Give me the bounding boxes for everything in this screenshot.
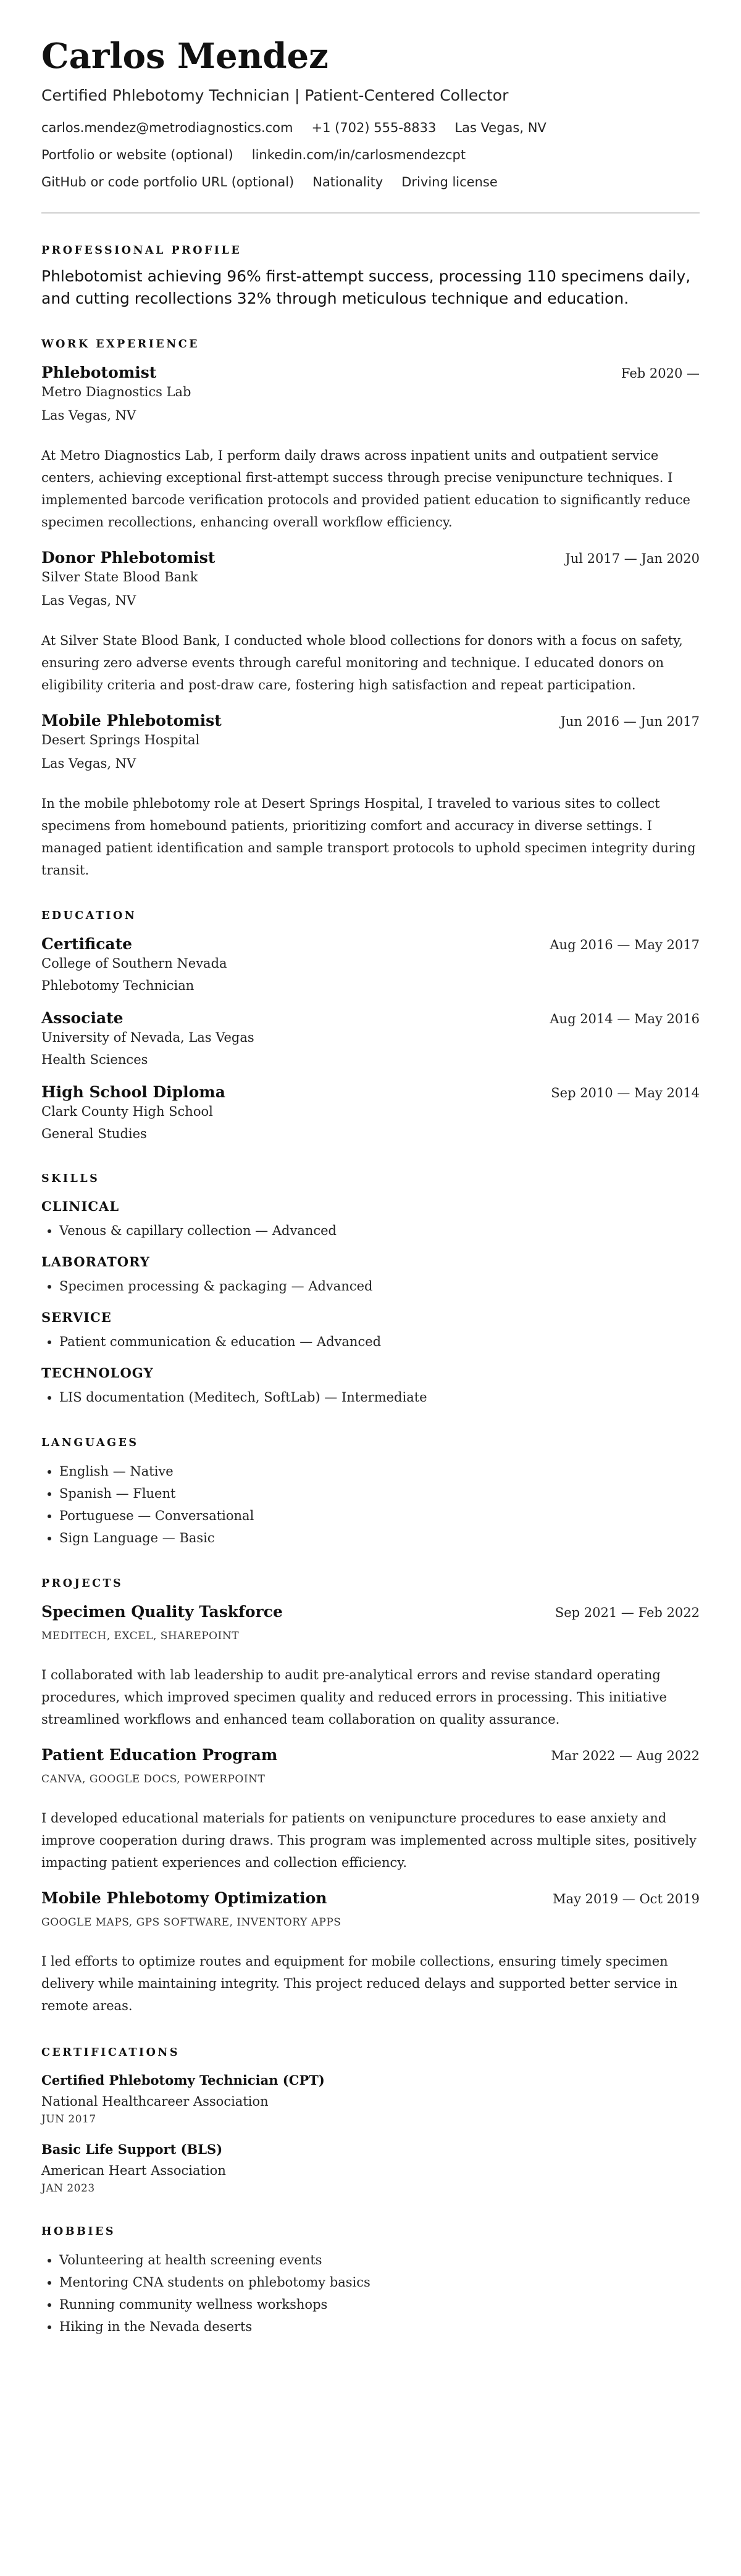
job-description: At Silver State Blood Bank, I conducted whole blood collections for donors with a focus on safety, ensuring zero adverse events through careful monitoring and technique. I educated donors on eligibility criteria and post-draw care, fostering high satisfaction and repeat participation.: [41, 633, 683, 692]
github-link[interactable]: GitHub or code portfolio URL (optional): [41, 175, 295, 189]
section-title-profile: PROFESSIONAL PROFILE: [41, 244, 242, 257]
skill-list: [41, 1275, 700, 1297]
project-name: Mobile Phlebotomy Optimization: [41, 1889, 327, 1907]
project-entry: [41, 1745, 700, 1874]
certification-issuer: National Healthcareer Association: [41, 2094, 269, 2109]
employer: Silver State Blood Bank: [41, 570, 198, 584]
profile-summary: Phlebotomist achieving 96% first-attempt success, processing 110 specimens daily, and cutting recollections 32% through meticulous technique and education.: [41, 267, 691, 307]
project-dates: Mar 2022 — Aug 2022: [551, 1748, 700, 1763]
skill-category: TECHNOLOGY: [41, 1365, 154, 1381]
job-dates: Jul 2017 — Jan 2020: [565, 551, 700, 566]
certification-date: JAN 2023: [41, 2182, 95, 2195]
education-entry: [41, 1008, 700, 1069]
field-of-study: Phlebotomy Technician: [41, 978, 195, 993]
header-divider: [41, 212, 700, 214]
job-location: Las Vegas, NV: [41, 593, 136, 608]
job-dates: Feb 2020 —: [621, 366, 700, 381]
skill-item: • Specimen processing & packaging — Advanced: [59, 1275, 700, 1297]
degree: High School Diploma: [41, 1083, 225, 1101]
field-of-study: General Studies: [41, 1126, 147, 1141]
job-location: Las Vegas, NV: [41, 756, 136, 771]
job-description: In the mobile phlebotomy role at Desert Springs Hospital, I traveled to various sites to collect specimens from homebound patients, prioritizing comfort and accuracy in diverse settings. I managed patient identification and sample transport protocols to uphold specimen integrity during transit.: [41, 796, 696, 878]
job-location: Las Vegas, NV: [41, 408, 136, 423]
contact-row: [41, 118, 700, 137]
project-name: Specimen Quality Taskforce: [41, 1603, 283, 1621]
language-item: • English — Native: [59, 1460, 700, 1482]
job-title: Phlebotomist: [41, 364, 157, 381]
employer: Metro Diagnostics Lab: [41, 384, 191, 399]
certification-name: Certified Phlebotomy Technician (CPT): [41, 2072, 325, 2088]
hobby-item: • Running community wellness workshops: [59, 2293, 700, 2316]
certification-entry: [41, 2071, 700, 2127]
school: College of Southern Nevada: [41, 956, 227, 971]
email-link[interactable]: carlos.mendez@metrodiagnostics.com: [41, 120, 293, 135]
project-tech: CANVA, GOOGLE DOCS, POWERPOINT: [41, 1773, 266, 1785]
phone-number[interactable]: +1 (702) 555-8833: [311, 120, 437, 135]
portfolio-link[interactable]: Portfolio or website (optional): [41, 147, 233, 162]
certification-date: JUN 2017: [41, 2113, 96, 2125]
school: University of Nevada, Las Vegas: [41, 1030, 254, 1045]
language-item: • Spanish — Fluent: [59, 1482, 700, 1505]
job-title: Donor Phlebotomist: [41, 549, 216, 567]
project-entry: [41, 1888, 700, 2017]
job-description: At Metro Diagnostics Lab, I perform daily draws across inpatient units and outpatient service centers, achieving exceptional first-attempt success through precise venipuncture techniques. I implemented barcode verification protocols and provided patient education to significantly reduce specimen recollections, enhancing overall workflow efficiency.: [41, 448, 690, 530]
skill-item: • Venous & capillary collection — Advanced: [59, 1219, 700, 1242]
skill-category: LABORATORY: [41, 1254, 150, 1269]
section-title-hobbies: HOBBIES: [41, 2225, 116, 2238]
employer: Desert Springs Hospital: [41, 733, 200, 747]
location: Las Vegas, NV: [454, 120, 546, 135]
language-item: • Portuguese — Conversational: [59, 1505, 700, 1527]
school: Clark County High School: [41, 1104, 213, 1119]
education-entry: [41, 1082, 700, 1143]
candidate-name: Carlos Mendez: [41, 36, 329, 77]
hobby-item: • Volunteering at health screening events: [59, 2249, 700, 2271]
project-tech: GOOGLE MAPS, GPS SOFTWARE, INVENTORY APPS: [41, 1916, 341, 1929]
project-description: I led efforts to optimize routes and equipment for mobile collections, ensuring timely specimen delivery while maintaining integrity. This project reduced delays and supported better service in remote areas.: [41, 1954, 678, 2013]
experience-entry: [41, 363, 700, 533]
project-dates: May 2019 — Oct 2019: [553, 1892, 700, 1906]
hobby-item: • Hiking in the Nevada deserts: [59, 2316, 700, 2338]
skill-category: CLINICAL: [41, 1199, 120, 1214]
job-title: Mobile Phlebotomist: [41, 712, 222, 729]
nationality: Nationality: [312, 175, 383, 189]
contact-row: [41, 173, 700, 191]
section-title-education: EDUCATION: [41, 910, 137, 922]
skill-item: • LIS documentation (Meditech, SoftLab) — Intermediate: [59, 1386, 700, 1408]
skill-list: [41, 1331, 700, 1353]
project-description: I collaborated with lab leadership to audit pre-analytical errors and revise standard operating procedures, which improved specimen quality and reduced errors in processing. This initiative streamlined workflows and enhanced team collaboration on quality assurance.: [41, 1668, 667, 1727]
project-entry: [41, 1602, 700, 1730]
certification-entry: [41, 2140, 700, 2196]
skill-category: SERVICE: [41, 1310, 112, 1325]
section-title-skills: SKILLS: [41, 1173, 100, 1185]
project-name: Patient Education Program: [41, 1746, 278, 1764]
section-title-experience: WORK EXPERIENCE: [41, 338, 199, 351]
language-item: • Sign Language — Basic: [59, 1527, 700, 1549]
headline: Certified Phlebotomy Technician | Patient-Centered Collector: [41, 86, 509, 104]
education-dates: Aug 2014 — May 2016: [550, 1012, 700, 1026]
section-title-certifications: CERTIFICATIONS: [41, 2046, 180, 2059]
section-title-languages: LANGUAGES: [41, 1437, 139, 1449]
degree: Associate: [41, 1009, 124, 1027]
degree: Certificate: [41, 935, 133, 953]
linkedin-link[interactable]: linkedin.com/in/carlosmendezcpt: [251, 147, 466, 162]
project-tech: MEDITECH, EXCEL, SHAREPOINT: [41, 1630, 240, 1642]
experience-entry: [41, 548, 700, 696]
job-dates: Jun 2016 — Jun 2017: [560, 714, 700, 729]
skill-item: • Patient communication & education — Advanced: [59, 1331, 700, 1353]
driving-license: Driving license: [401, 175, 498, 189]
certification-name: Basic Life Support (BLS): [41, 2142, 223, 2157]
education-dates: Sep 2010 — May 2014: [551, 1086, 700, 1100]
skill-list: [41, 1386, 700, 1408]
field-of-study: Health Sciences: [41, 1052, 148, 1067]
contact-row: [41, 146, 700, 164]
education-entry: [41, 934, 700, 995]
language-list: [41, 1460, 700, 1549]
skill-list: [41, 1219, 700, 1242]
education-dates: Aug 2016 — May 2017: [550, 937, 700, 952]
hobby-list: [41, 2249, 700, 2338]
project-dates: Sep 2021 — Feb 2022: [555, 1605, 700, 1620]
experience-entry: [41, 711, 700, 881]
hobby-item: • Mentoring CNA students on phlebotomy basics: [59, 2271, 700, 2293]
certification-issuer: American Heart Association: [41, 2163, 226, 2178]
section-title-projects: PROJECTS: [41, 1577, 124, 1590]
project-description: I developed educational materials for patients on venipuncture procedures to ease anxiety and improve cooperation during draws. This program was implemented across multiple sites, positively impacting patient experiences and collection efficiency.: [41, 1811, 697, 1870]
